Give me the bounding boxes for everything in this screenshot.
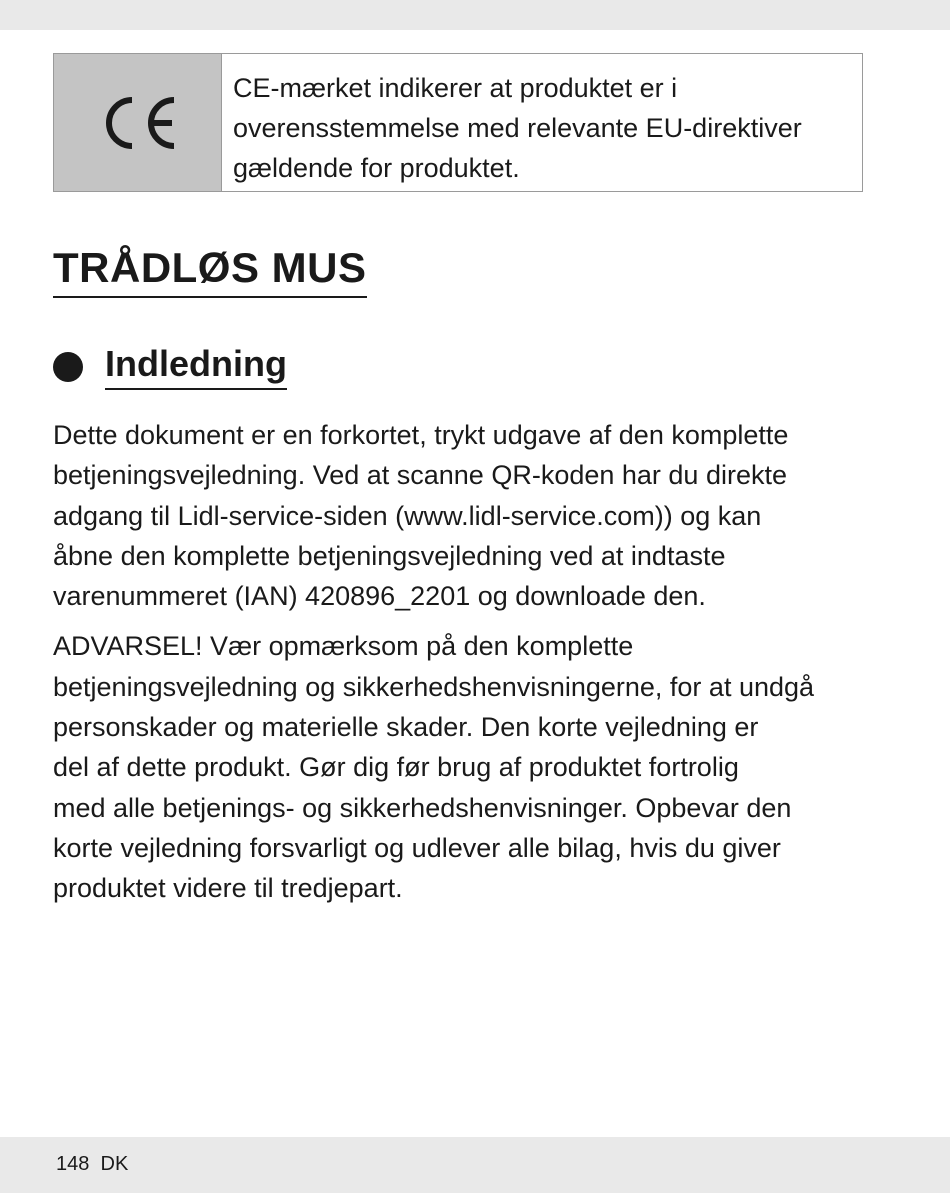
page-title: TRÅDLØS MUS [53,240,367,298]
ce-notice-box [53,53,863,192]
bullet-icon [53,352,83,382]
warning-paragraph: ADVARSEL! Vær opmærksom på den komplette betjeningsvejledning og sikkerhedshenvisningerne, for at undgå personskader og materielle skader. Den korte vejledning er del af dette produkt. Gør dig før brug af produktet fortrolig med alle betjenings- og sikkerhedshenvisninger. Opbevar den korte vejledning forsvarligt og udlever alle bilag, hvis du giver produktet videre til tredjepart. [53,631,815,904]
body-text [53,415,893,919]
top-band [0,0,950,30]
section-heading [53,340,287,390]
intro-paragraph: Dette dokument er en forkortet, trykt udgave af den komplette betjeningsvejledning. Ved at scanne QR-koden har du direkte adgang til Lidl-service-siden (www.lidl-service.com)) og kan åbne den komplette betjeningsvejledning ved at indtaste varenummeret (IAN) 420896_2201 og downloade den. [53,420,789,612]
ce-notice-text: CE-mærket indikerer at produktet er i overensstemmelse med relevante EU-direktiver gældende for produktet. [233,73,802,183]
section-heading-text: Indledning [105,340,287,390]
page-number: 148 [56,1153,90,1175]
language-code: DK [100,1153,129,1175]
page-footer [56,1152,128,1176]
footer-band [0,1137,950,1193]
ce-mark-icon [98,94,178,152]
ce-mark-cell [54,54,222,191]
